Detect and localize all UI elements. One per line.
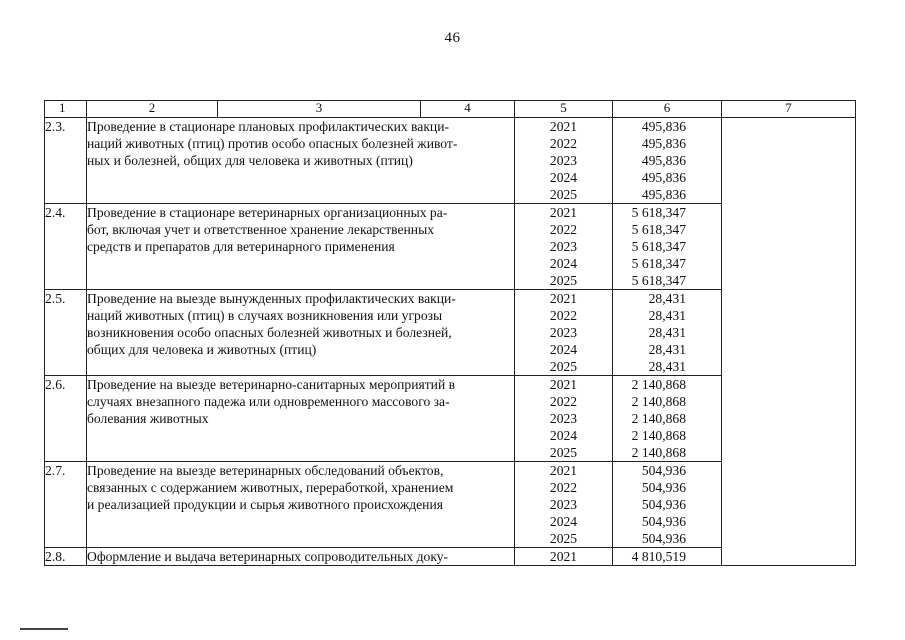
header-cell-5: 5 bbox=[515, 101, 613, 118]
year-value: 2024 bbox=[549, 428, 578, 443]
amount-value: 5 618,347 bbox=[631, 205, 686, 220]
data-table bbox=[44, 100, 856, 566]
description-line: Проведение на выезде вынужденных профилактических вакци- bbox=[87, 291, 456, 306]
amount-value: 2 140,868 bbox=[631, 411, 686, 426]
description-line: возникновения особо опасных болезней животных и болезней, bbox=[87, 325, 452, 340]
amount-value: 495,836 bbox=[641, 119, 686, 134]
year-value: 2025 bbox=[549, 531, 578, 546]
year-value: 2024 bbox=[549, 342, 578, 357]
year-value: 2023 bbox=[549, 153, 578, 168]
year-value: 2023 bbox=[549, 411, 578, 426]
year-value: 2024 bbox=[549, 514, 578, 529]
amount-value: 495,836 bbox=[641, 136, 686, 151]
amount-cell bbox=[613, 204, 722, 290]
amount-value: 2 140,868 bbox=[631, 394, 686, 409]
year-value: 2025 bbox=[549, 445, 578, 460]
item-description bbox=[87, 290, 515, 376]
amount-cell bbox=[613, 118, 722, 204]
amount-value: 504,936 bbox=[641, 497, 686, 512]
item-number: 2.7. bbox=[45, 462, 87, 548]
amount-value: 495,836 bbox=[641, 153, 686, 168]
header-row bbox=[45, 101, 856, 118]
year-cell bbox=[515, 548, 613, 566]
header-cell-6: 6 bbox=[613, 101, 722, 118]
year-value: 2021 bbox=[549, 291, 578, 306]
year-cell bbox=[515, 204, 613, 290]
description-line: случаях внезапного падежа или одновременного массового за- bbox=[87, 394, 450, 409]
amount-value: 2 140,868 bbox=[631, 377, 686, 392]
description-line: Оформление и выдача ветеринарных сопроводительных доку- bbox=[87, 549, 449, 564]
item-description bbox=[87, 462, 515, 548]
year-value: 2022 bbox=[549, 480, 578, 495]
description-line: Проведение в стационаре ветеринарных организационных ра- bbox=[87, 205, 448, 220]
amount-value: 495,836 bbox=[641, 170, 686, 185]
item-number: 2.4. bbox=[45, 204, 87, 290]
amount-value: 28,431 bbox=[648, 359, 686, 374]
description-line: Проведение в стационаре плановых профилактических вакци- bbox=[87, 119, 449, 134]
amount-value: 28,431 bbox=[648, 291, 686, 306]
year-value: 2021 bbox=[549, 377, 578, 392]
description-line: бот, включая учет и ответственное хранение лекарственных bbox=[87, 222, 435, 237]
amount-cell bbox=[613, 376, 722, 462]
description-line: наций животных (птиц) в случаях возникновения или угрозы bbox=[87, 308, 443, 323]
item-description bbox=[87, 118, 515, 204]
item-number: 2.3. bbox=[45, 118, 87, 204]
year-value: 2025 bbox=[549, 359, 578, 374]
footer-rule bbox=[20, 628, 68, 632]
year-value: 2021 bbox=[549, 549, 578, 564]
amount-value: 5 618,347 bbox=[631, 273, 686, 288]
item-number: 2.6. bbox=[45, 376, 87, 462]
amount-value: 28,431 bbox=[648, 325, 686, 340]
year-cell bbox=[515, 376, 613, 462]
header-cell-2: 2 bbox=[87, 101, 218, 118]
header-cell-7: 7 bbox=[722, 101, 856, 118]
year-value: 2025 bbox=[549, 273, 578, 288]
header-cell-4: 4 bbox=[421, 101, 515, 118]
year-value: 2021 bbox=[549, 119, 578, 134]
amount-value: 2 140,868 bbox=[631, 445, 686, 460]
amount-value: 495,836 bbox=[641, 187, 686, 202]
year-cell bbox=[515, 118, 613, 204]
year-value: 2022 bbox=[549, 222, 578, 237]
item-number: 2.8. bbox=[45, 548, 87, 566]
amount-value: 2 140,868 bbox=[631, 428, 686, 443]
year-value: 2024 bbox=[549, 170, 578, 185]
year-value: 2023 bbox=[549, 497, 578, 512]
year-value: 2021 bbox=[549, 463, 578, 478]
amount-value: 4 810,519 bbox=[631, 549, 686, 564]
column-7-cell bbox=[722, 118, 856, 566]
amount-value: 28,431 bbox=[648, 342, 686, 357]
amount-value: 504,936 bbox=[641, 531, 686, 546]
description-line: наций животных (птиц) против особо опасных болезней живот- bbox=[87, 136, 458, 151]
header-cell-3: 3 bbox=[218, 101, 421, 118]
description-line: болевания животных bbox=[87, 411, 209, 426]
amount-cell bbox=[613, 290, 722, 376]
year-value: 2022 bbox=[549, 394, 578, 409]
year-value: 2021 bbox=[549, 205, 578, 220]
description-line: Проведение на выезде ветеринарно-санитарных мероприятий в bbox=[87, 377, 456, 392]
amount-value: 504,936 bbox=[641, 463, 686, 478]
page-number: 46 bbox=[444, 30, 461, 46]
header-cell-1: 1 bbox=[45, 101, 87, 118]
year-cell bbox=[515, 290, 613, 376]
item-description bbox=[87, 204, 515, 290]
description-line: общих для человека и животных (птиц) bbox=[87, 342, 317, 357]
year-value: 2022 bbox=[549, 308, 578, 323]
amount-value: 504,936 bbox=[641, 514, 686, 529]
amount-value: 5 618,347 bbox=[631, 222, 686, 237]
item-number: 2.5. bbox=[45, 290, 87, 376]
year-value: 2022 bbox=[549, 136, 578, 151]
amount-cell bbox=[613, 462, 722, 548]
year-value: 2024 bbox=[549, 256, 578, 271]
year-value: 2023 bbox=[549, 239, 578, 254]
table-row bbox=[45, 118, 856, 204]
description-line: Проведение на выезде ветеринарных обследований объектов, bbox=[87, 463, 444, 478]
amount-value: 504,936 bbox=[641, 480, 686, 495]
description-line: связанных с содержанием животных, переработкой, хранением bbox=[87, 480, 454, 495]
year-value: 2023 bbox=[549, 325, 578, 340]
amount-value: 5 618,347 bbox=[631, 256, 686, 271]
year-cell bbox=[515, 462, 613, 548]
description-line: ных и болезней, общих для человека и животных (птиц) bbox=[87, 153, 413, 168]
amount-value: 28,431 bbox=[648, 308, 686, 323]
item-description bbox=[87, 376, 515, 462]
amount-value: 5 618,347 bbox=[631, 239, 686, 254]
amount-cell bbox=[613, 548, 722, 566]
year-value: 2025 bbox=[549, 187, 578, 202]
item-description bbox=[87, 548, 515, 566]
description-line: и реализацией продукции и сырья животного происхождения bbox=[87, 497, 443, 512]
description-line: средств и препаратов для ветеринарного применения bbox=[87, 239, 395, 254]
